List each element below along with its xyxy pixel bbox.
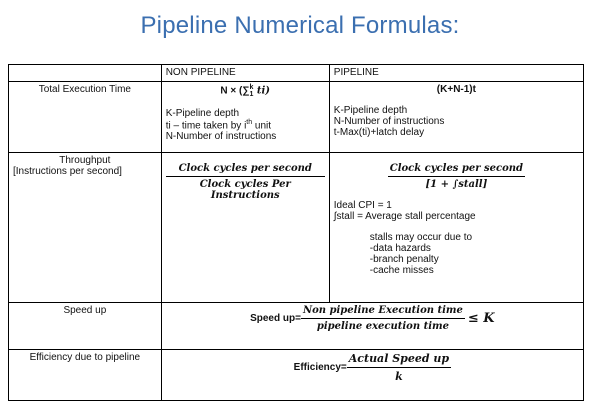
execution-pipeline-formula: (K+N-1)t <box>436 84 476 95</box>
throughput-np-numerator: Clock cycles per second <box>166 163 325 177</box>
row-label-throughput <box>9 153 162 303</box>
throughput-non-pipeline-fraction <box>166 163 325 201</box>
efficiency-prefix: Efficiency= <box>293 362 347 373</box>
table-row-execution-time <box>9 82 584 153</box>
table-row-speed-up <box>9 303 584 350</box>
header-non-pipeline: NON PIPELINE <box>161 65 329 82</box>
row-label-efficiency <box>9 350 162 401</box>
np-line-depth: K-Pipeline depth <box>165 108 240 119</box>
row-label-execution-time <box>9 82 162 153</box>
throughput-p-denominator: [1 + ∫stall] <box>425 179 488 190</box>
speedup-numerator: Non pipeline Execution time <box>301 305 465 319</box>
np-formula-prefix: N × (∑ <box>220 85 250 97</box>
row-label-speed-up <box>9 303 162 350</box>
table-row-efficiency <box>9 350 584 401</box>
execution-label: Total Execution Time <box>38 84 131 95</box>
efficiency-fraction <box>347 352 451 383</box>
throughput-sublabel: [Instructions per second] <box>13 166 122 177</box>
formula-table <box>8 64 584 401</box>
throughput-pipeline-cell <box>329 153 583 303</box>
speedup-label: Speed up <box>63 305 107 316</box>
np-line-instructions: N-Number of instructions <box>165 131 277 143</box>
np-line-time <box>166 119 325 131</box>
np-line-time-sup: th <box>246 119 253 126</box>
efficiency-label: Efficiency due to pipeline <box>29 352 141 363</box>
speedup-formula-cell <box>161 303 583 350</box>
np-formula-sup: k <box>249 84 254 91</box>
execution-non-pipeline-cell <box>161 82 329 153</box>
stall-cause-item: -data hazards <box>369 243 431 254</box>
throughput-np-denominator: Clock cycles Per Instructions <box>199 179 291 201</box>
throughput-label: Throughput <box>59 155 111 166</box>
efficiency-formula-cell <box>161 350 583 401</box>
stall-definition-text: ∫stall = Average stall percentage <box>333 211 476 222</box>
stall-cause-item: -branch penalty <box>369 254 439 265</box>
np-line-time-unit: unit <box>252 120 272 132</box>
stall-cause-item: -cache misses <box>369 265 434 276</box>
execution-pipeline-cell <box>329 82 583 153</box>
throughput-non-pipeline-cell <box>161 153 329 303</box>
np-formula-suffix: ti) <box>253 85 271 97</box>
np-formula-sub: 1 <box>249 91 254 98</box>
np-line-time-text: ti – time taken by i <box>165 120 247 132</box>
efficiency-numerator: Actual Speed up <box>347 352 451 368</box>
speedup-denominator: pipeline execution time <box>316 321 449 332</box>
stall-causes-title: stalls may occur due to <box>369 232 473 243</box>
efficiency-denominator: k <box>395 370 403 383</box>
table-row-throughput <box>9 153 584 303</box>
execution-non-pipeline-formula <box>166 84 325 98</box>
ideal-cpi-text: Ideal CPI = 1 <box>333 200 392 211</box>
speedup-fraction <box>301 305 465 332</box>
speedup-prefix: Speed up= <box>250 313 301 324</box>
header-pipeline: PIPELINE <box>329 65 583 82</box>
header-empty-cell <box>9 65 162 82</box>
p-line-instructions: N-Number of instructions <box>333 116 445 127</box>
throughput-p-numerator: Clock cycles per second <box>388 163 525 177</box>
p-line-depth: K-Pipeline depth <box>333 105 408 116</box>
p-line-time: t-Max(ti)+latch delay <box>333 127 425 138</box>
throughput-pipeline-fraction <box>388 163 525 190</box>
speedup-suffix: ≤ K <box>467 311 495 326</box>
page-title: Pipeline Numerical Formulas: <box>140 12 460 39</box>
table-header-row <box>9 65 584 82</box>
